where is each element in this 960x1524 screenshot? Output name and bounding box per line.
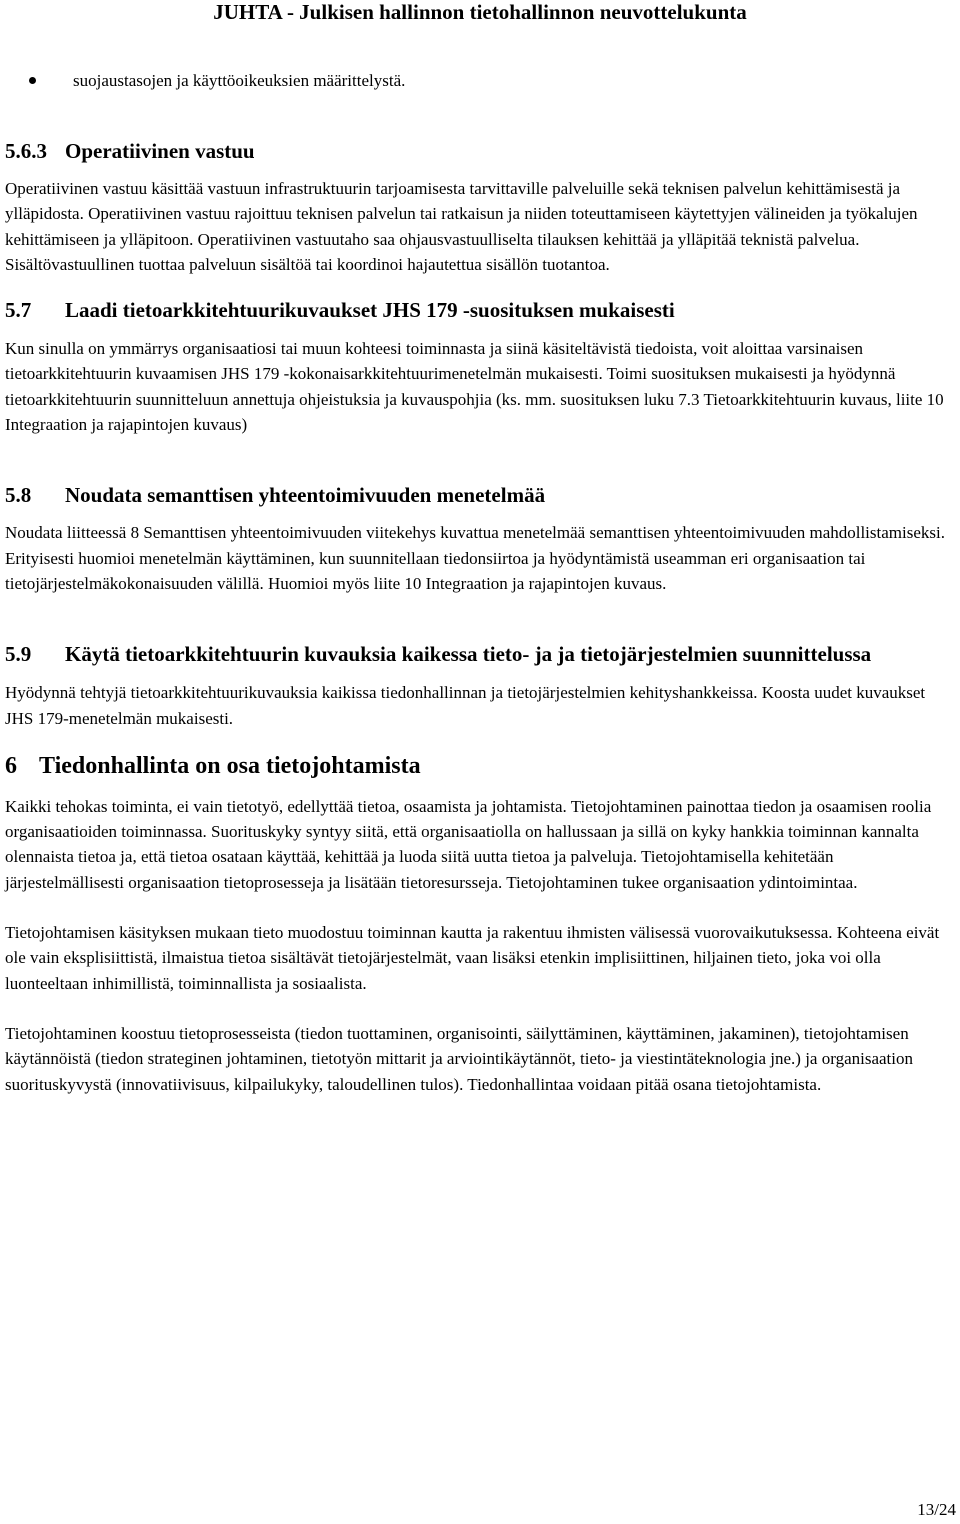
- paragraph: Operatiivinen vastuu käsittää vastuun infrastruktuurin tarjoamisesta tarvittaville palveluille sekä teknisen palvelun kehittämisestä ja ylläpidosta. Operatiivinen vastuu rajoittuu teknisen palvelun tai ratkaisun ja niiden toteuttamiseen käytettyjen välineiden ja työkalujen kehittämiseen ja ylläpitoon. Operatiivinen vastuutaho saa ohjausvastuulliselta tilauksen kehittää ja ylläpitää teknistä palvelua. Sisältövastuullinen tuottaa palveluun sisältöä tai koordinoi hajautettua sisällön tuotantoa.: [5, 179, 918, 274]
- section-title: Noudata semanttisen yhteentoimivuuden menetelmää: [65, 483, 546, 508]
- section-heading-5-6-3: [5, 137, 955, 165]
- list-item-text: suojaustasojen ja käyttöoikeuksien määrittelystä.: [73, 71, 406, 90]
- section-number: 5.8: [5, 483, 32, 508]
- section-number: 5.6.3: [5, 139, 47, 163]
- paragraph: Noudata liitteessä 8 Semanttisen yhteentoimivuuden viitekehys kuvattua menetelmää semanttisen yhteentoimivuuden mahdollistamiseksi. Erityisesti huomioi menetelmän käyttäminen, kun suunnitellaan tiedonsiirtoa ja hyödyntämistä useamman eri organisaation tai tietojärjestelmäkokonaisuuden välillä. Huomioi myös liite 10 Integraation ja rajapintojen kuvaus.: [5, 523, 945, 593]
- list-item: [5, 68, 955, 93]
- section-heading-5-9: [5, 640, 955, 668]
- section-title: Käytä tietoarkkitehtuurin kuvauksia kaikessa tieto- ja ja tietojärjestelmien suunnittelussa: [65, 642, 872, 667]
- document-body: [5, 68, 955, 1097]
- paragraph: Hyödynnä tehtyjä tietoarkkitehtuurikuvauksia kaikissa tiedonhallinnan ja tietojärjestelmien kehityshankkeissa. Koosta uudet kuvaukset JHS 179-menetelmän mukaisesti.: [5, 683, 926, 728]
- section-heading-5-8: [5, 481, 955, 509]
- paragraph: Tietojohtaminen koostuu tietoprosesseista (tiedon tuottaminen, organisointi, säilyttäminen, käyttäminen, jakaminen), tietojohtamisen käytännöistä (tiedon strateginen johtaminen, tietotyön mittarit ja arviointikäytännöt, tieto- ja viestintäteknologia jne.) ja organisaation suorituskyvystä (innovatiivisuus, kilpailukyky, taloudellinen tulos). Tiedonhallintaa voidaan pitää osana tietojohtamista.: [5, 1023, 914, 1094]
- page-number: [917, 1500, 956, 1520]
- section-heading-6: [5, 751, 955, 781]
- paragraph: Tietojohtamisen käsityksen mukaan tieto muodostuu toiminnan kautta ja rakentuu ihmisten välisessä vuorovaikutuksessa. Kohteena eivät ole vain eksplisiittistä, ilmaistua tietoa sisältävät tietojärjestelmät, vaan lisäksi etenkin implisiittinen, hiljainen tieto, joka voi olla luonteeltaan inhimillistä, toiminnallista ja sosiaalista.: [5, 923, 940, 993]
- page-header: [0, 0, 960, 24]
- section-title: Laadi tietoarkkitehtuurikuvaukset JHS 179 -suosituksen mukaisesti: [65, 298, 675, 323]
- section-number: 6: [5, 752, 17, 779]
- paragraph: Kaikki tehokas toiminta, ei vain tietotyö, edellyttää tietoa, osaamista ja johtamista. Tietojohtaminen painottaa tiedon ja osaamisen roolia organisaatioiden toiminnassa. Suorituskyky syntyy siitä, että organisaatiolla on hallussaan ja sillä on kyky hankkia toiminnan kannalta olennaista tietoa ja, että tietoa osataan käyttää, kehittää ja luoda siitä uutta tietoa ja palveluja. Tietojohtamisella kehitetään järjestelmällisesti organisaation tietoprosesseja ja lisätään tietoresursseja. Tietojohtaminen tukee organisaation ydintoimintaa.: [5, 796, 932, 892]
- paragraph: Kun sinulla on ymmärrys organisaatiosi tai muun kohteesi toiminnasta ja siinä käsiteltävistä tiedoista, voit aloittaa varsinaisen tietoarkkitehtuurin kuvaamisen JHS 179 -kokonaisarkkitehtuurimenetelmän mukaisesti. Toimi suosituksen mukaisesti ja hyödynnä tietoarkkitehtuurin suunnitteluun annettuja ohjeistuksia ja kuvauspohjia (ks. mm. suosituksen luku 7.3 Tietoarkkitehtuurin kuvaus, liite 10 Integraation ja rajapintojen kuvaus): [5, 339, 944, 435]
- section-title: Operatiivinen vastuu: [65, 139, 255, 163]
- bullet-icon: [29, 77, 36, 84]
- section-number: 5.7: [5, 298, 32, 323]
- section-heading-5-7: [5, 296, 955, 324]
- header-title: JUHTA - Julkisen hallinnon tietohallinnon neuvottelukunta: [213, 0, 747, 24]
- section-title: Tiedonhallinta on osa tietojohtamista: [39, 752, 421, 779]
- page-number-text: 13/24: [917, 1500, 956, 1519]
- section-number: 5.9: [5, 642, 32, 667]
